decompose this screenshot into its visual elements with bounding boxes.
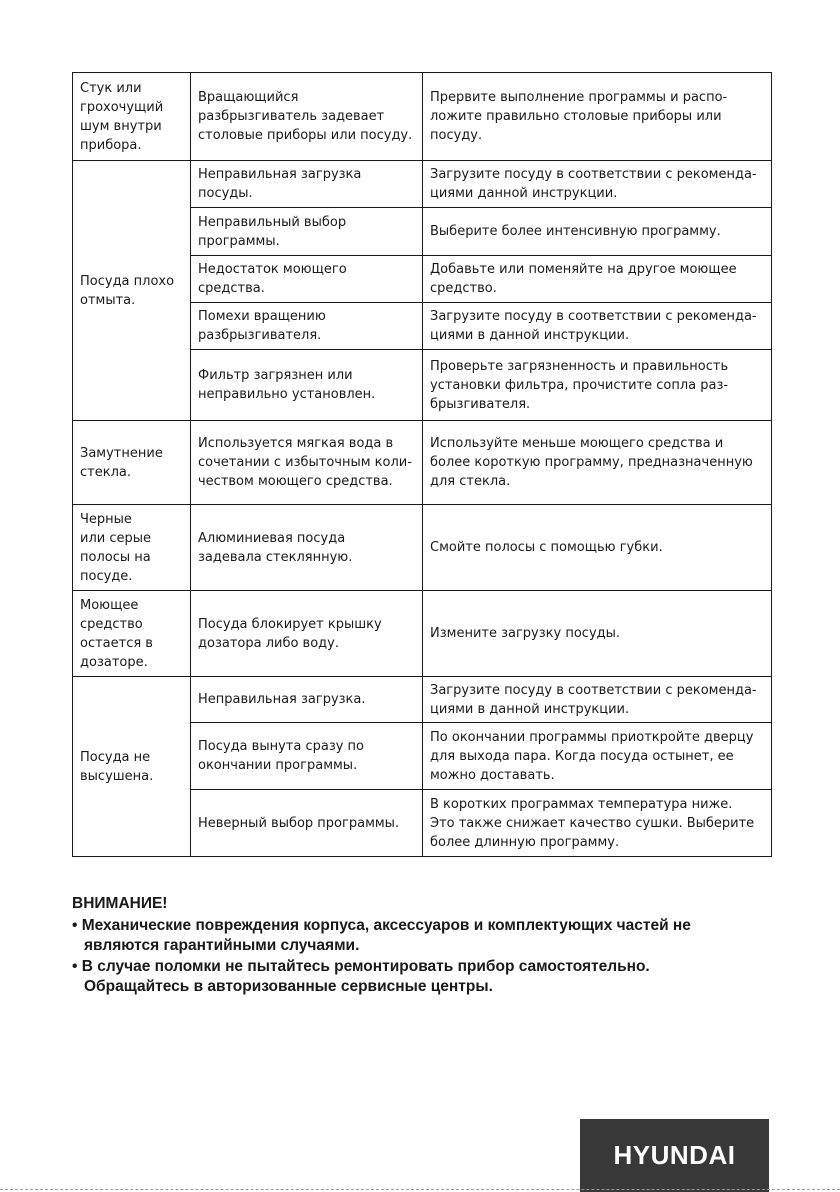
solution-cell: В коротких программах температура ниже. Это также снижает качество сушки. Выберите более длинную программу. [423,790,772,857]
table-row [73,73,772,161]
problem-cell: Моющее средство остается в дозаторе. [73,591,191,677]
table-row [73,421,772,505]
table-row [73,505,772,591]
cause-cell: Алюминиевая посуда задевала стеклянную. [191,505,423,591]
cause-cell: Вращающийся разбрызгиватель задевает столовые приборы или посуду. [191,73,423,161]
cause-cell: Неправильный выбор программы. [191,208,423,256]
table-row [73,161,772,208]
cause-cell: Помехи вращению разбрызгивателя. [191,303,423,350]
problem-cell: Посуда не высушена. [73,677,191,857]
cause-cell: Неверный выбор программы. [191,790,423,857]
problem-cell: Черные или серые полосы на посуде. [73,505,191,591]
problem-cell: Стук или грохочущий шум внутри прибора. [73,73,191,161]
cause-cell: Неправильная загрузка посуды. [191,161,423,208]
problem-cell: Посуда плохо отмыта. [73,161,191,421]
warning-block [72,894,772,998]
warning-item: • Механические повреждения корпуса, аксессуаров и комплектующих частей не являются гарантийными случаями. [72,916,691,954]
brand-logo [580,1119,769,1192]
table-row [73,591,772,677]
page-bottom-divider [0,1189,840,1190]
cause-cell: Посуда вынута сразу по окончании программы. [191,723,423,790]
cause-cell: Фильтр загрязнен или неправильно установлен. [191,350,423,421]
solution-cell: Используйте меньше моющего средства и более короткую программу, предназначенную для стекла. [423,421,772,505]
solution-cell: Добавьте или поменяйте на другое моющее средство. [423,256,772,303]
solution-cell: Измените загрузку посуды. [423,591,772,677]
warning-title: ВНИМАНИЕ! [72,895,168,912]
solution-cell: Выберите более интенсивную программу. [423,208,772,256]
cause-cell: Используется мягкая вода в сочетании с избыточным коли- чеством моющего средства. [191,421,423,505]
problem-cell: Замутнение стекла. [73,421,191,505]
solution-cell: Смойте полосы с помощью губки. [423,505,772,591]
table-row [73,677,772,723]
solution-cell: Загрузите посуду в соответствии с рекоменда- циями данной инструкции. [423,161,772,208]
cause-cell: Посуда блокирует крышку дозатора либо воду. [191,591,423,677]
solution-cell: Загрузите посуду в соответствии с рекоменда- циями в данной инструкции. [423,303,772,350]
troubleshooting-table [72,72,772,857]
warning-item: • В случае поломки не пытайтесь ремонтировать прибор самостоятельно. Обращайтесь в авторизованные сервисные центры. [72,957,650,995]
solution-cell: Прервите выполнение программы и распо- ложите правильно столовые приборы или посуду. [423,73,772,161]
solution-cell: По окончании программы приоткройте дверцу для выхода пара. Когда посуда остынет, ее можно доставать. [423,723,772,790]
solution-cell: Проверьте загрязненность и правильность установки фильтра, прочистите сопла раз- брызгивателя. [423,350,772,421]
cause-cell: Недостаток моющего средства. [191,256,423,303]
solution-cell: Загрузите посуду в соответствии с рекоменда- циями в данной инструкции. [423,677,772,723]
cause-cell: Неправильная загрузка. [191,677,423,723]
brand-logo-text: HYUNDAI [613,1140,736,1170]
